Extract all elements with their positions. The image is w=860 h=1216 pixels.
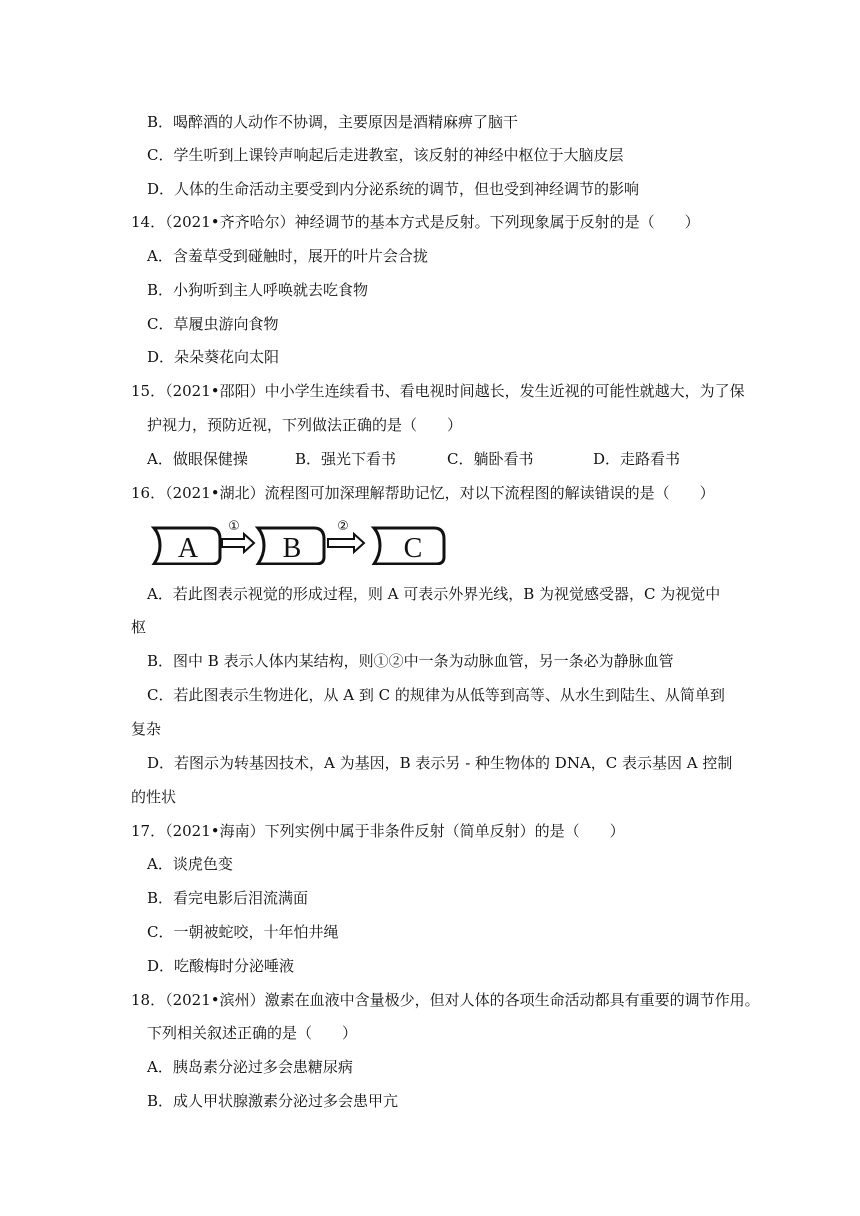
question-16: 16．（2021•湖北）流程图可加深理解帮助记忆，对以下流程图的解读错误的是（ ）	[131, 484, 715, 502]
q13-option-d: D．人体的生命活动主要受到内分泌系统的调节，但也受到神经调节的影响	[147, 180, 640, 198]
flow-arrow-2	[328, 519, 364, 552]
flow-arrow-1	[222, 519, 254, 552]
question-17: 17．（2021•海南）下列实例中属于非条件反射（简单反射）的是（ ）	[131, 822, 625, 840]
flowchart-figure	[148, 517, 448, 565]
q17-option-d: D．吃酸梅时分泌唾液	[147, 957, 295, 975]
svg-text:①: ①	[228, 519, 240, 534]
q14-option-a: A．含羞草受到碰触时，展开的叶片会合拢	[147, 247, 428, 265]
q15-option-c: C．躺卧看书	[447, 450, 534, 468]
q13-option-c: C．学生听到上课铃声响起后走进教室，该反射的神经中枢位于大脑皮层	[147, 146, 624, 164]
flow-box-b	[258, 528, 324, 564]
svg-text:②: ②	[337, 519, 349, 534]
q16-option-d-line1: D．若图示为转基因技术，A 为基因，B 表示另 - 种生物体的 DNA，C 表示基因 A 控制	[147, 754, 733, 772]
q18-option-b: B．成人甲状腺激素分泌过多会患甲亢	[147, 1092, 399, 1110]
question-18-line1: 18．（2021•滨州）激素在血液中含量极少，但对人体的各项生命活动都具有重要的调节作用。	[131, 991, 760, 1009]
q15-option-b: B．强光下看书	[295, 450, 397, 468]
svg-text:C: C	[403, 533, 423, 564]
q16-option-a-line2: 枢	[131, 618, 147, 636]
svg-text:A: A	[177, 533, 199, 564]
q17-option-a: A．谈虎色变	[147, 855, 233, 873]
q13-option-b: B．喝醉酒的人动作不协调，主要原因是酒精麻痹了脑干	[147, 113, 519, 131]
question-15-line2: 护视力，预防近视，下列做法正确的是（ ）	[147, 416, 463, 434]
q18-option-a: A．胰岛素分泌过多会患糖尿病	[147, 1058, 353, 1076]
q17-option-b: B．看完电影后泪流满面	[147, 889, 309, 907]
question-14: 14．（2021•齐齐哈尔）神经调节的基本方式是反射。下列现象属于反射的是（ ）	[131, 213, 700, 231]
question-15-line1: 15．（2021•邵阳）中小学生连续看书、看电视时间越长，发生近视的可能性就越大，为了保	[131, 382, 745, 400]
flow-box-c	[374, 528, 444, 564]
q16-option-b: B．图中 B 表示人体内某结构，则①②中一条为动脉血管，另一条必为静脉血管	[147, 652, 674, 670]
q16-option-d-line2: 的性状	[131, 788, 177, 806]
q16-option-c-line1: C．若此图表示生物进化，从 A 到 C 的规律为从低等到高等、从水生到陆生、从简单到	[147, 686, 725, 704]
q14-option-c: C．草履虫游向食物	[147, 315, 279, 333]
question-18-line2: 下列相关叙述正确的是（ ）	[147, 1024, 358, 1042]
q15-option-a: A．做眼保健操	[147, 450, 248, 468]
flow-box-a	[154, 528, 220, 564]
q15-option-d: D．走路看书	[593, 450, 681, 468]
svg-text:B: B	[282, 533, 302, 564]
q14-option-d: D．朵朵葵花向太阳	[147, 348, 280, 366]
q17-option-c: C．一朝被蛇咬，十年怕井绳	[147, 923, 339, 941]
q16-option-a-line1: A．若此图表示视觉的形成过程，则 A 可表示外界光线，B 为视觉感受器，C 为视觉中	[147, 585, 721, 603]
q14-option-b: B．小狗听到主人呼唤就去吃食物	[147, 281, 369, 299]
q16-option-c-line2: 复杂	[131, 720, 162, 738]
